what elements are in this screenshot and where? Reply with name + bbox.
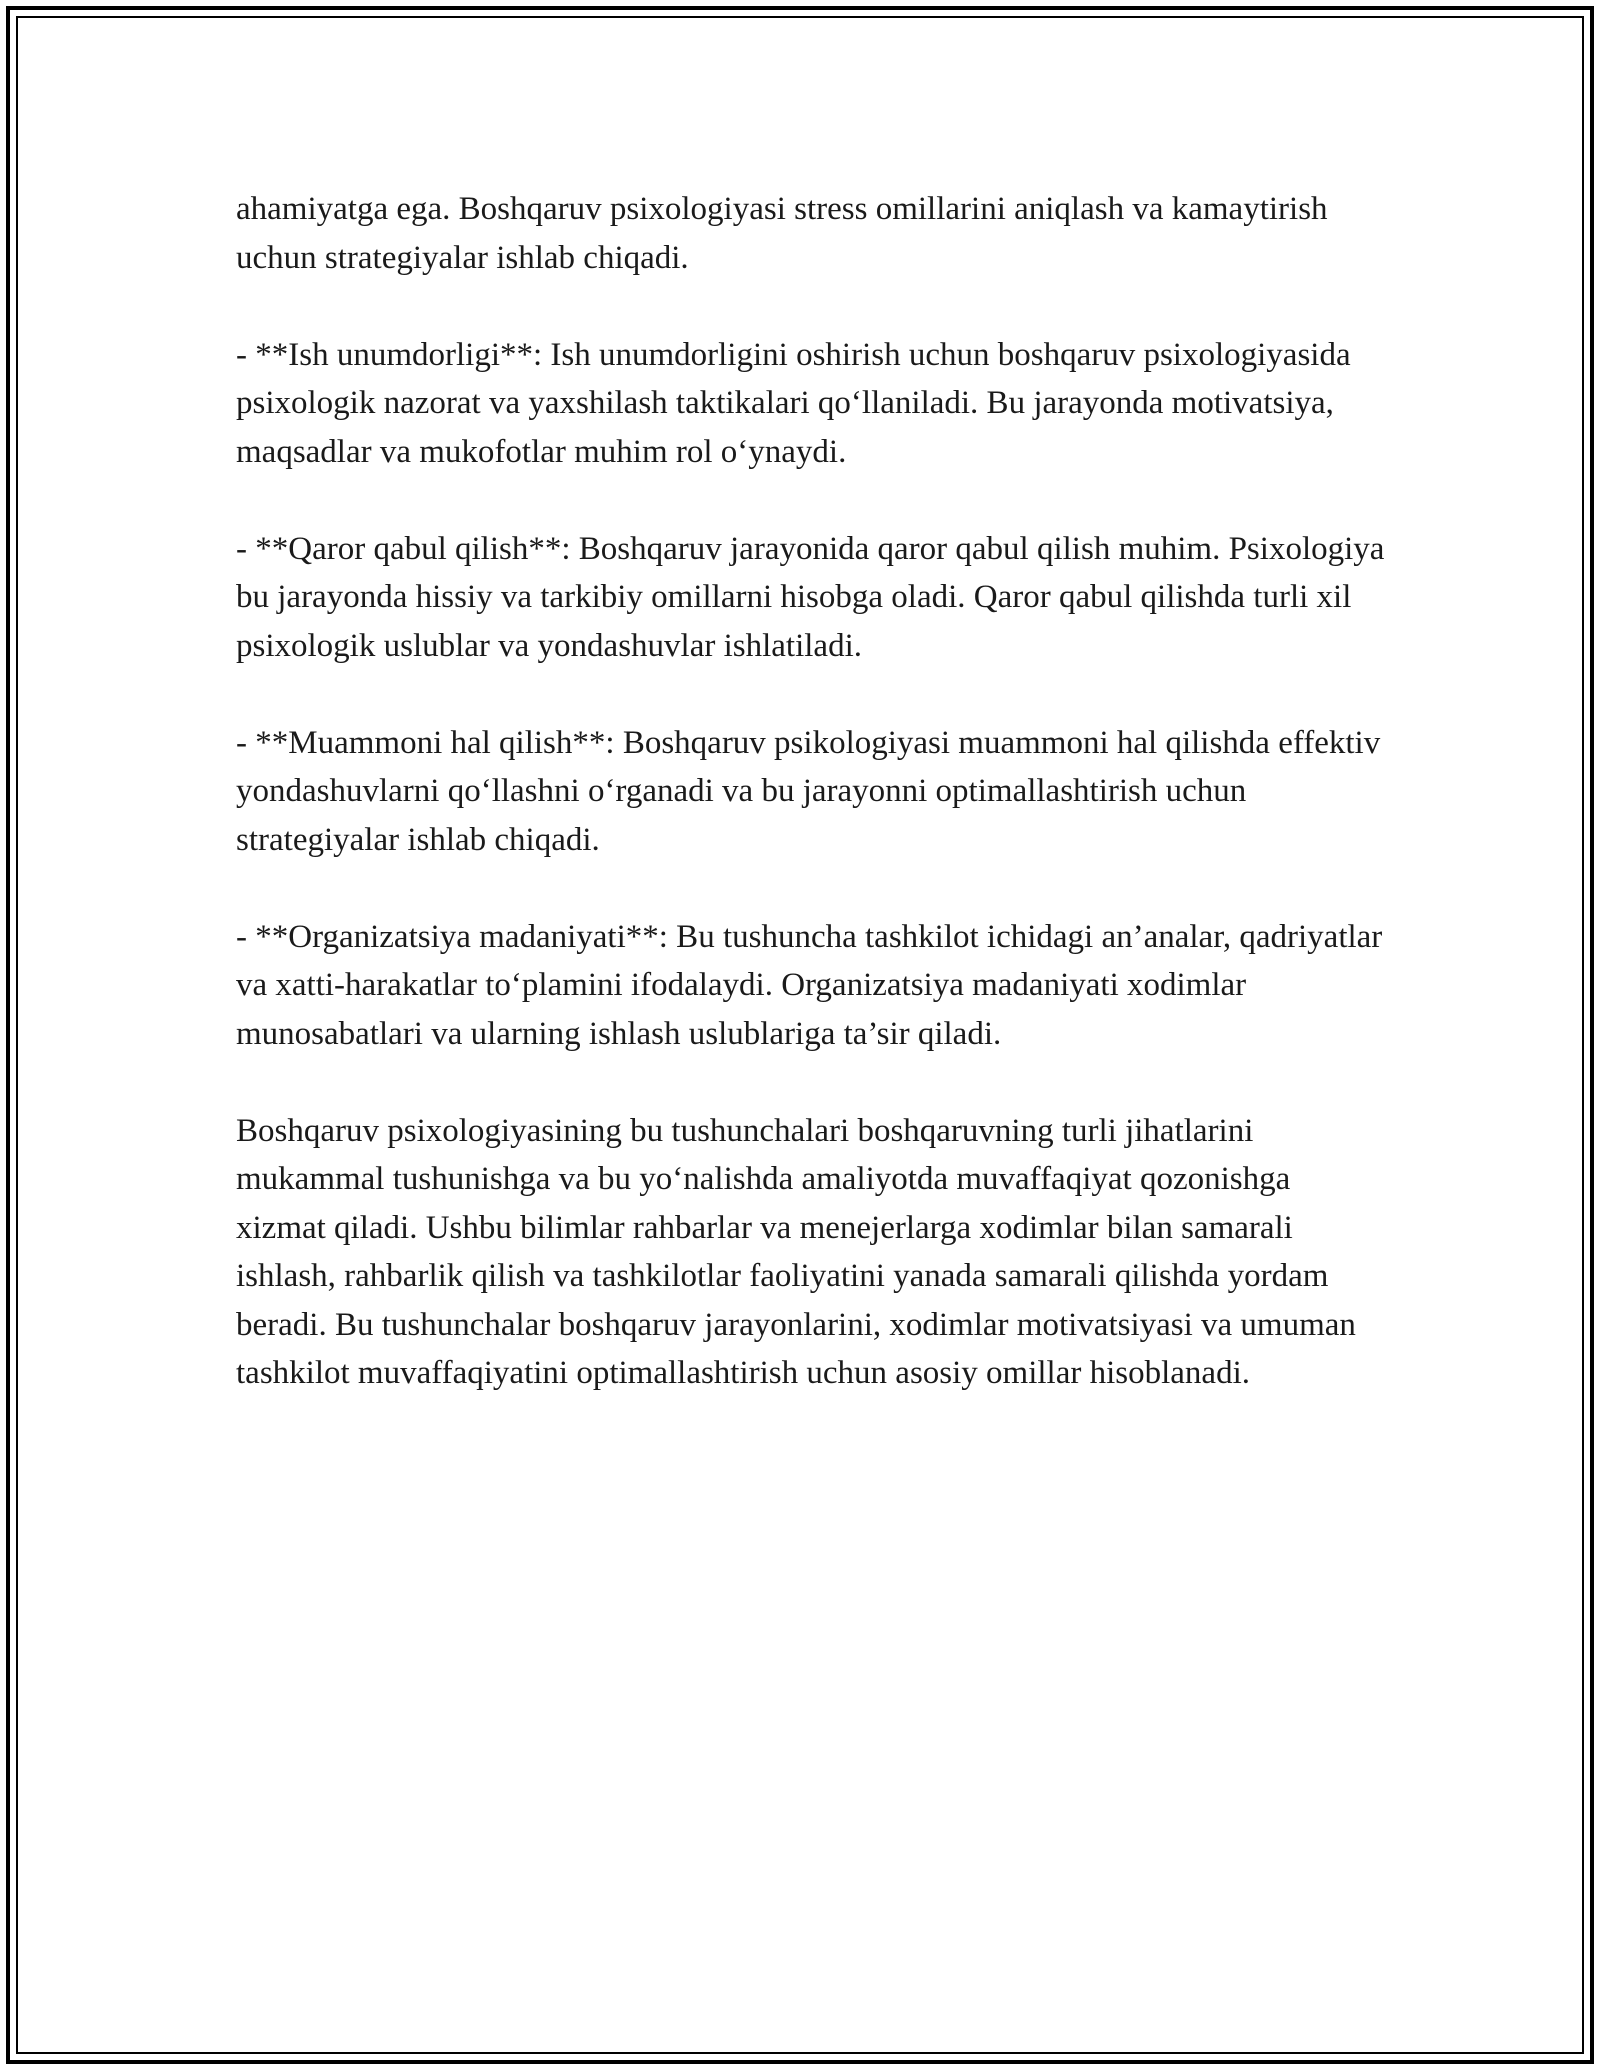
paragraph-conclusion: Boshqaruv psixologiyasining bu tushunchalari boshqaruvning turli jihatlarini mukammal tushunishga va bu yo‘nalishda amaliyotda muvaffaqiyat qozonishga xizmat qiladi. Ushbu bilimlar rahbarlar va menejerlarga xodimlar bilan samarali ishlash, rahbarlik qilish va tashkilotlar faoliyatini yanada samarali qilishda yordam beradi. Bu tushunchalar boshqaruv jarayonlarini, xodimlar motivatsiyasi va umuman tashkilot muvaffaqiyatini optimallashtirish uchun asosiy omillar hisoblanadi. bbox=[236, 1112, 1356, 1391]
paragraph-stress-intro: ahamiyatga ega. Boshqaruv psixologiyasi stress omillarini aniqlash va kamaytirish uchun strategiyalar ishlab chiqadi. bbox=[236, 191, 1328, 276]
paragraph-qaror-qabul-qilish: - **Qaror qabul qilish**: Boshqaruv jarayonida qaror qabul qilish muhim. Psixologiya bu jarayonda hissiy va tarkibiy omillarni hisobga oladi. Qaror qabul qilishda turli xil psixologik uslublar va yondashuvlar ishlatiladi. bbox=[236, 530, 1385, 664]
paragraph-muammoni-hal-qilish: - **Muammoni hal qilish**: Boshqaruv psikologiyasi muammoni hal qilishda effektiv yondashuvlarni qo‘llashni o‘rganadi va bu jarayonni optimallashtirish uchun strategiyalar ishlab chiqadi. bbox=[236, 724, 1381, 858]
document-body bbox=[236, 185, 1386, 1398]
paragraph-ish-unumdorligi: - **Ish unumdorligi**: Ish unumdorligini oshirish uchun boshqaruv psixologiyasida psixologik nazorat va yaxshilash taktikalari qo‘llaniladi. Bu jarayonda motivatsiya, maqsadlar va mukofotlar muhim rol o‘ynaydi. bbox=[236, 336, 1351, 470]
paragraph-organizatsiya-madaniyati: - **Organizatsiya madaniyati**: Bu tushuncha tashkilot ichidagi an’analar, qadriyatlar va xatti-harakatlar to‘plamini ifodalaydi. Organizatsiya madaniyati xodimlar munosabatlari va ularning ishlash uslublariga ta’sir qiladi. bbox=[236, 918, 1383, 1052]
